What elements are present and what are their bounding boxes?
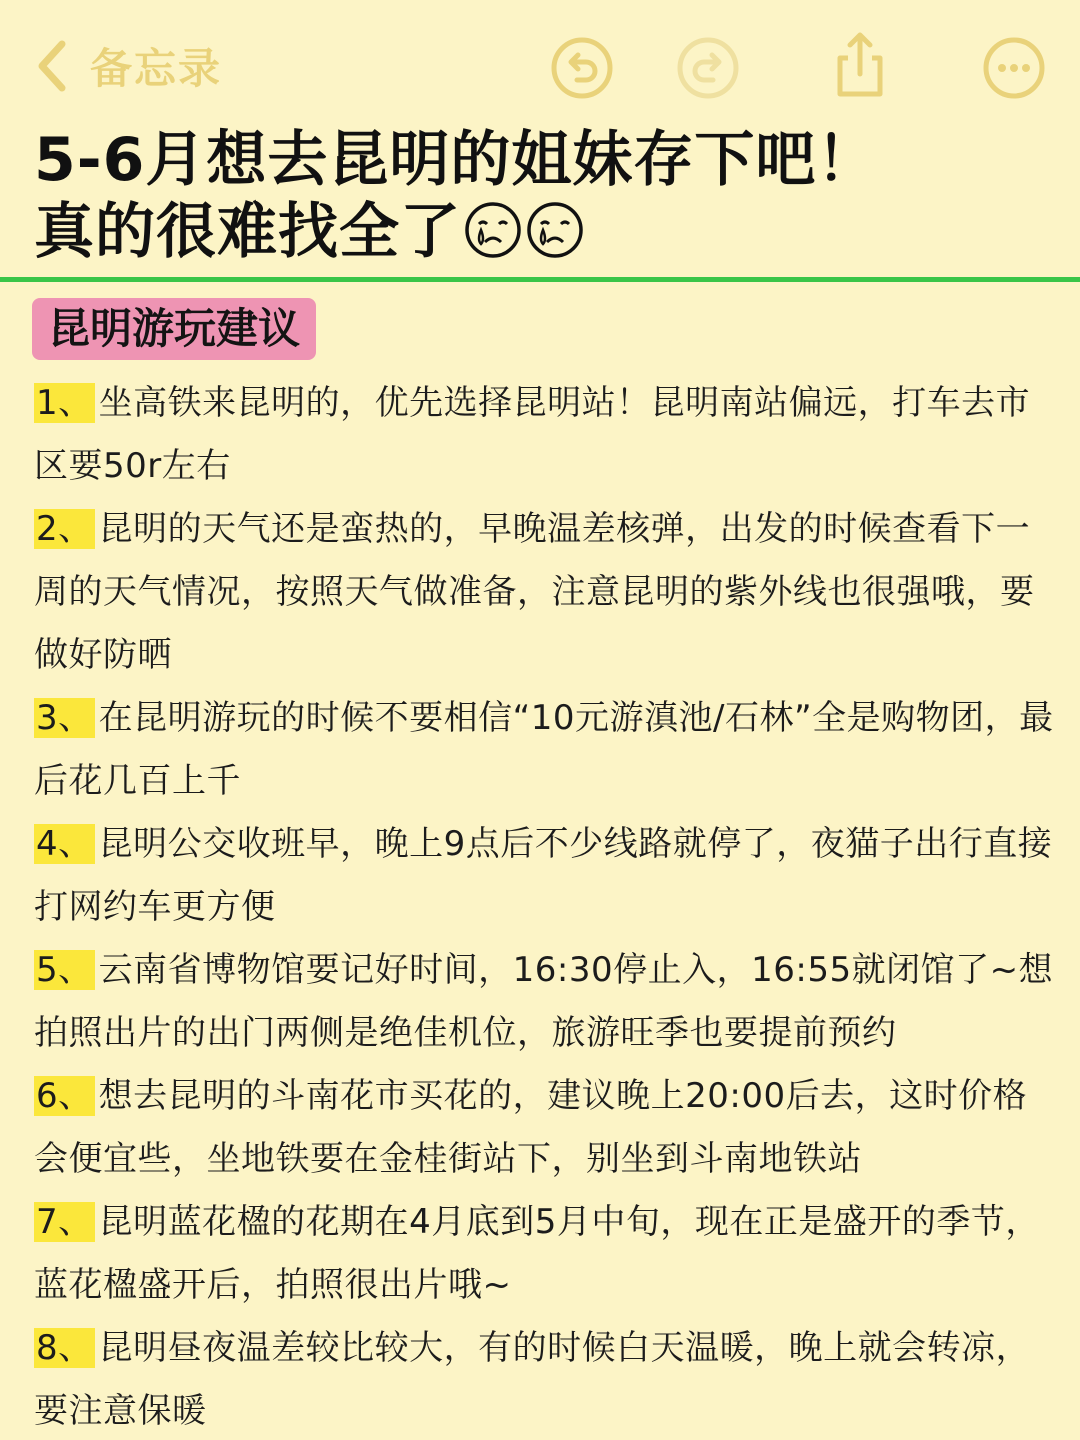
item-number: 5、 — [36, 950, 93, 990]
item-number: 1、 — [36, 383, 93, 423]
back-label: 备忘录 — [90, 44, 223, 93]
more-button[interactable] — [982, 36, 1046, 100]
list-item — [34, 498, 1054, 687]
title-divider — [0, 277, 1080, 282]
title-line-2-row — [34, 196, 1054, 268]
item-text: 昆明的天气还是蛮热的，早晚温差核弹，出发的时候查看下一周的天气情况，按照天气做准备，注意昆明的紫外线也很强哦，要做好防晒 — [34, 509, 1035, 675]
list-item — [34, 1065, 1054, 1191]
item-number: 8、 — [36, 1328, 93, 1368]
redo-button[interactable] — [676, 36, 740, 100]
crying-face-emoji-icon — [463, 200, 523, 260]
item-text: 昆明昼夜温差较比较大，有的时候白天温暖，晚上就会转凉，要注意保暖 — [34, 1328, 1031, 1431]
undo-button[interactable] — [550, 36, 614, 100]
item-text: 坐高铁来昆明的，优先选择昆明站！昆明南站偏远，打车去市区要50r左右 — [34, 383, 1031, 486]
list-item — [34, 372, 1054, 498]
item-text: 昆明公交收班早，晚上9点后不少线路就停了，夜猫子出行直接打网约车更方便 — [34, 824, 1053, 927]
share-button[interactable] — [828, 30, 892, 94]
item-number: 7、 — [36, 1202, 93, 1242]
list-item — [34, 939, 1054, 1065]
item-number: 4、 — [36, 824, 93, 864]
item-text: 在昆明游玩的时候不要相信“10元游滇池/石林”全是购物团，最后花几百上千 — [34, 698, 1054, 801]
list-item — [34, 687, 1054, 813]
title-line-2: 真的很难找全了 — [34, 197, 461, 267]
item-text: 云南省博物馆要记好时间，16:30停止入，16:55就闭馆了~想拍照出片的出门两侧是绝佳机位，旅游旺季也要提前预约 — [34, 950, 1054, 1053]
item-number: 6、 — [36, 1076, 93, 1116]
item-text: 想去昆明的斗南花市买花的，建议晚上20:00后去，这时价格会便宜些，坐地铁要在金桂街站下，别坐到斗南地铁站 — [34, 1076, 1028, 1179]
navigation-bar — [0, 0, 1080, 120]
more-icon — [982, 36, 1046, 100]
list-item — [34, 1191, 1054, 1317]
list-item — [34, 1317, 1054, 1440]
note-title[interactable] — [34, 124, 1054, 268]
title-line-1: 5-6月想去昆明的姐妹存下吧！ — [34, 125, 878, 195]
item-number: 3、 — [36, 698, 93, 738]
section-heading: 昆明游玩建议 — [32, 298, 316, 360]
chevron-left-icon — [34, 38, 70, 94]
item-number: 2、 — [36, 509, 93, 549]
tips-list[interactable] — [34, 372, 1054, 1440]
crying-face-emoji-icon — [525, 200, 585, 260]
undo-icon — [550, 36, 614, 100]
list-item — [34, 813, 1054, 939]
back-button[interactable] — [34, 34, 222, 98]
share-icon — [828, 30, 892, 100]
redo-icon — [676, 36, 740, 100]
item-text: 昆明蓝花楹的花期在4月底到5月中旬，现在正是盛开的季节，蓝花楹盛开后，拍照很出片哦~ — [34, 1202, 1040, 1305]
